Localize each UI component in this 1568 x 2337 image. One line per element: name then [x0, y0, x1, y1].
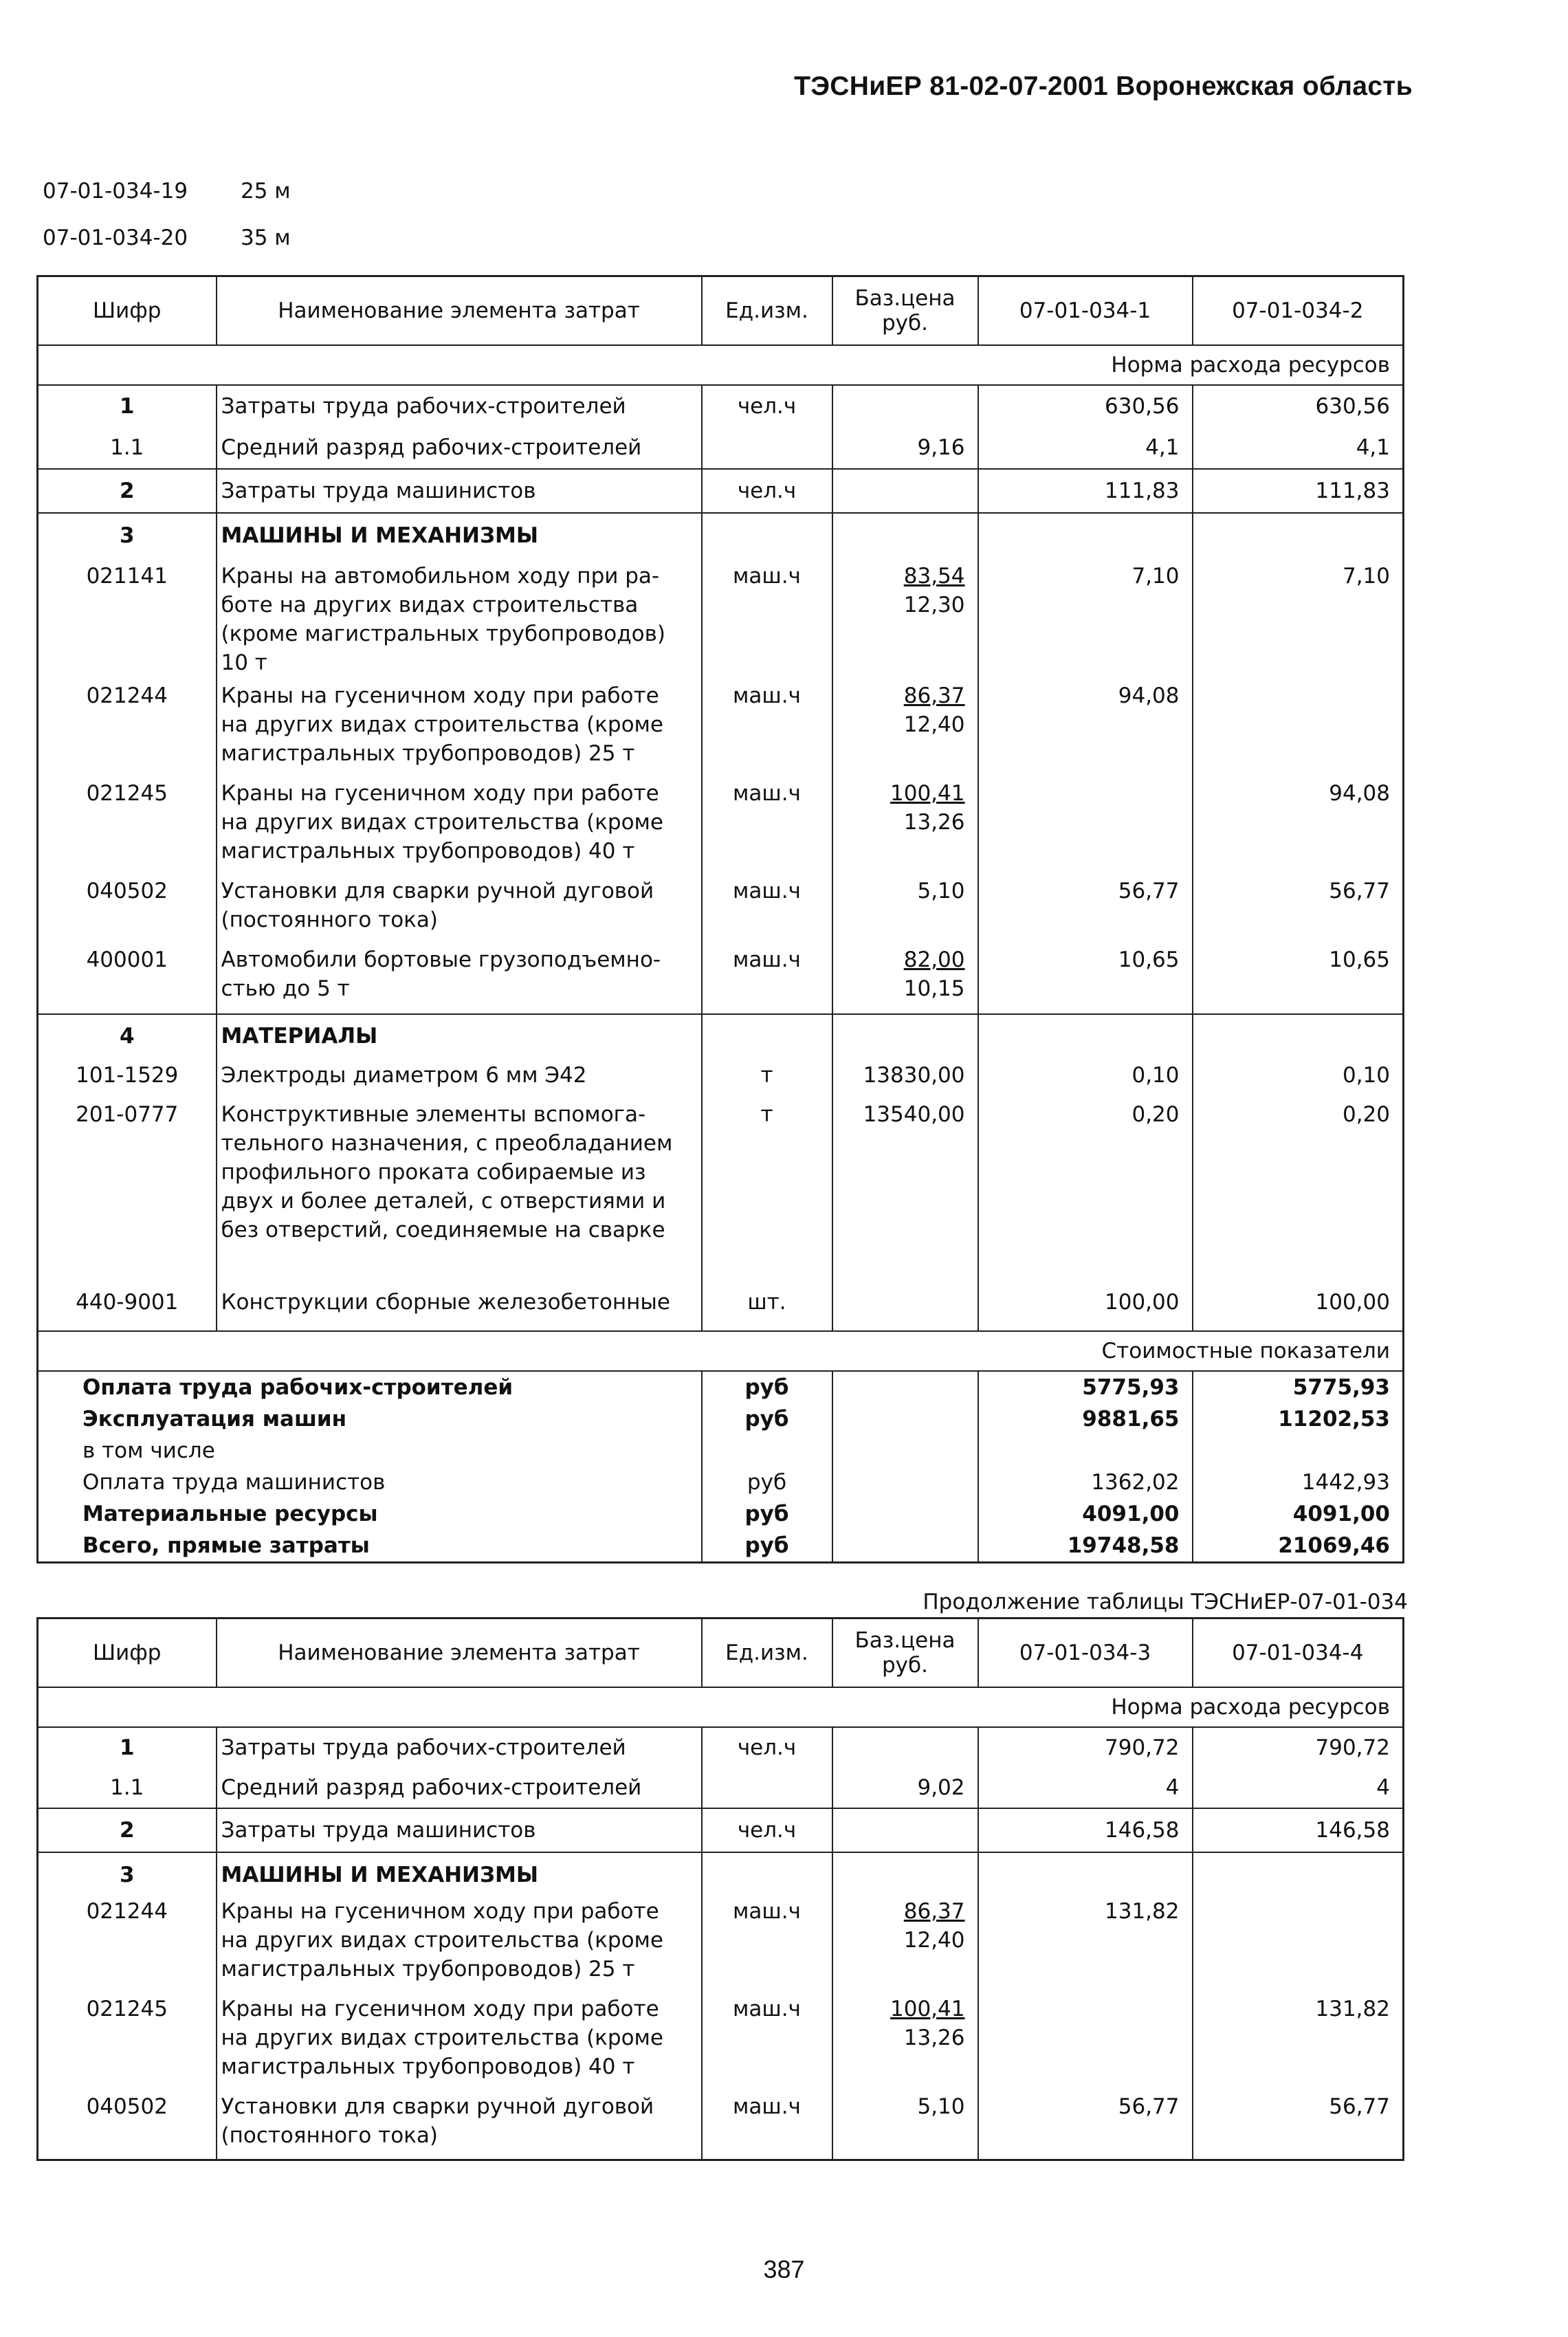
row-name: Конструкции сборные железобетонные	[217, 1283, 702, 1331]
row-unit: маш.ч	[702, 1897, 832, 1995]
row-unit: чел.ч	[702, 1727, 832, 1768]
section-header-row	[38, 1852, 1404, 1897]
row-unit: чел.ч	[702, 385, 832, 427]
summary-label: Эксплуатация машин	[82, 1407, 347, 1431]
summary-unit: руб	[702, 1498, 832, 1530]
variant-row	[43, 168, 291, 215]
row-value-1: 7,10	[978, 558, 1193, 681]
row-code: 1	[119, 1735, 135, 1760]
row-price: 5,10	[832, 877, 978, 945]
summary-value-2: 5775,93	[1193, 1371, 1404, 1403]
row-code: 2	[38, 1808, 217, 1852]
norm-table-2	[36, 1617, 1404, 2161]
section-header-row	[38, 513, 1404, 558]
row-value-2: 0,10	[1193, 1057, 1404, 1100]
row-price: 5,10	[832, 2092, 978, 2160]
summary-unit: руб	[702, 1371, 832, 1403]
row-unit: т	[702, 1057, 832, 1100]
row-value-2: 100,00	[1193, 1283, 1404, 1331]
row-price	[832, 1995, 978, 2092]
row-value-1: 146,58	[978, 1808, 1193, 1852]
row-price	[832, 385, 978, 427]
table-row	[38, 427, 1404, 469]
row-price: 13540,00	[832, 1100, 978, 1283]
row-value-1: 790,72	[978, 1727, 1193, 1768]
row-code: 021244	[86, 1899, 168, 1924]
row-code: 021141	[86, 564, 168, 589]
row-unit: маш.ч	[702, 945, 832, 1014]
row-unit: маш.ч	[702, 2092, 832, 2160]
empty-cell	[1193, 513, 1404, 558]
summary-unit: руб	[702, 1403, 832, 1435]
row-value-1: 0,10	[978, 1057, 1193, 1100]
col-header-variant-2: 07-01-034-2	[1193, 276, 1404, 346]
price-main: 100,41	[890, 781, 965, 806]
table-row	[38, 877, 1404, 945]
row-name: Краны на гусеничном ходу при работе на других видах строительства (кроме магистральных трубопроводов) 40 т	[217, 1995, 702, 2092]
summary-row	[38, 1530, 1404, 1563]
price-secondary: 13,26	[903, 810, 965, 835]
page-number: 387	[763, 2255, 805, 2283]
page-header-title: ТЭСНиЕР 81-02-07-2001 Воронежская область	[794, 72, 1413, 101]
table-row	[38, 1995, 1404, 2092]
row-name: Затраты труда машинистов	[217, 469, 702, 513]
table-row	[38, 1897, 1404, 1995]
variant-value: 35 м	[241, 226, 291, 250]
row-name: Краны на гусеничном ходу при работе на других видах строительства (кроме магистральных трубопроводов) 40 т	[217, 779, 702, 877]
summary-value-2: 11202,53	[1193, 1403, 1404, 1435]
empty-cell	[832, 1371, 978, 1403]
empty-cell	[832, 1467, 978, 1498]
row-value-1	[978, 779, 1193, 877]
row-name: Установки для сварки ручной дуговой (постоянного тока)	[217, 2092, 702, 2160]
row-value-1: 100,00	[978, 1283, 1193, 1331]
table-header-row	[38, 276, 1404, 346]
empty-cell	[832, 513, 978, 558]
empty-cell	[978, 1014, 1193, 1057]
table-row	[38, 1727, 1404, 1768]
summary-label: Материальные ресурсы	[82, 1502, 378, 1526]
table-row	[38, 558, 1404, 681]
table-row	[38, 779, 1404, 877]
price-secondary: 13,26	[903, 2026, 965, 2050]
col-header-code: Шифр	[38, 276, 217, 346]
row-name: Краны на автомобильном ходу при ра-боте на других видах строительства (кроме магистральных трубопроводов) 10 т	[217, 558, 702, 681]
row-code: 2	[38, 469, 217, 513]
row-unit: чел.ч	[702, 469, 832, 513]
row-unit: маш.ч	[702, 1995, 832, 2092]
table-row	[38, 1283, 1404, 1331]
row-value-2: 56,77	[1193, 877, 1404, 945]
row-name: Конструктивные элементы вспомога-тельного назначения, с преобладанием профильного проката собираемые из двух и более деталей, с отверстиями и без отверстий, соединяемые на сварке	[217, 1100, 702, 1283]
row-value-2: 4,1	[1193, 427, 1404, 469]
summary-value-2: 4091,00	[1193, 1498, 1404, 1530]
row-code: 040502	[86, 2094, 168, 2119]
continuation-title: Продолжение таблицы ТЭСНиЕР-07-01-034	[923, 1590, 1408, 1614]
row-unit: маш.ч	[702, 558, 832, 681]
col-header-price: Баз.цена руб.	[832, 1619, 978, 1688]
section-cost-label: Стоимостные показатели	[38, 1331, 1404, 1371]
empty-cell	[978, 513, 1193, 558]
table-row	[38, 1100, 1404, 1283]
table-row	[38, 1808, 1404, 1852]
summary-row	[38, 1498, 1404, 1530]
row-code: 1.1	[110, 435, 144, 460]
row-value-2: 0,20	[1193, 1100, 1404, 1283]
row-code: 021245	[86, 781, 168, 806]
row-code: 1.1	[110, 1775, 144, 1800]
summary-value-2	[1193, 1435, 1404, 1467]
row-value-1: 0,20	[978, 1100, 1193, 1283]
empty-cell	[1193, 1852, 1404, 1897]
section-norm-label: Норма расхода ресурсов	[38, 345, 1404, 385]
variant-row	[43, 215, 291, 261]
row-value-2	[1193, 681, 1404, 779]
row-name: Краны на гусеничном ходу при работе на других видах строительства (кроме магистральных трубопроводов) 25 т	[217, 1897, 702, 1995]
section-norm-row	[38, 345, 1404, 385]
row-unit: маш.ч	[702, 877, 832, 945]
row-code: 1	[119, 394, 135, 419]
col-header-unit: Ед.изм.	[702, 276, 832, 346]
row-code: 040502	[86, 879, 168, 903]
row-price	[832, 1727, 978, 1768]
row-value-1: 94,08	[978, 681, 1193, 779]
section-code: 4	[38, 1014, 217, 1057]
col-header-unit: Ед.изм.	[702, 1619, 832, 1688]
empty-cell	[702, 1014, 832, 1057]
price-secondary: 10,15	[903, 976, 965, 1001]
row-unit	[702, 1768, 832, 1808]
row-value-2: 630,56	[1193, 385, 1404, 427]
section-header-row	[38, 1014, 1404, 1057]
col-header-price: Баз.цена руб.	[832, 276, 978, 346]
summary-value-1: 5775,93	[978, 1371, 1193, 1403]
row-name: Затраты труда рабочих-строителей	[217, 1727, 702, 1768]
row-value-2: 131,82	[1193, 1995, 1404, 2092]
row-name: Средний разряд рабочих-строителей	[217, 427, 702, 469]
row-value-2: 94,08	[1193, 779, 1404, 877]
row-value-2: 4	[1193, 1768, 1404, 1808]
row-unit: маш.ч	[702, 681, 832, 779]
row-price	[832, 558, 978, 681]
section-title: МАШИНЫ И МЕХАНИЗМЫ	[217, 513, 702, 558]
row-price	[832, 945, 978, 1014]
price-secondary: 12,40	[903, 1928, 965, 1953]
row-value-2: 56,77	[1193, 2092, 1404, 2160]
summary-value-1: 19748,58	[978, 1530, 1193, 1563]
row-name: Средний разряд рабочих-строителей	[217, 1768, 702, 1808]
section-title: МАШИНЫ И МЕХАНИЗМЫ	[217, 1852, 702, 1897]
table-row	[38, 469, 1404, 513]
price-secondary: 12,30	[903, 593, 965, 617]
price-main: 83,54	[903, 564, 965, 589]
row-price	[832, 1283, 978, 1331]
row-value-1: 10,65	[978, 945, 1193, 1014]
summary-label: в том числе	[82, 1438, 215, 1463]
summary-unit	[702, 1435, 832, 1467]
row-unit	[702, 427, 832, 469]
row-code: 400001	[86, 947, 168, 972]
row-value-1: 4	[978, 1768, 1193, 1808]
variant-list	[43, 168, 291, 261]
row-price	[832, 681, 978, 779]
row-code: 101-1529	[76, 1063, 179, 1088]
table-row	[38, 2092, 1404, 2160]
summary-value-1: 1362,02	[978, 1467, 1193, 1498]
variant-code: 07-01-034-19	[43, 179, 188, 204]
summary-label: Оплата труда машинистов	[82, 1470, 386, 1495]
col-header-variant-2: 07-01-034-4	[1193, 1619, 1404, 1688]
price-main: 86,37	[903, 683, 965, 708]
empty-cell	[832, 1852, 978, 1897]
empty-cell	[832, 1498, 978, 1530]
row-name: Установки для сварки ручной дуговой (постоянного тока)	[217, 877, 702, 945]
section-title: МАТЕРИАЛЫ	[217, 1014, 702, 1057]
row-code: 201-0777	[76, 1102, 179, 1127]
summary-label: Всего, прямые затраты	[82, 1533, 370, 1558]
row-price	[832, 1897, 978, 1995]
row-unit: маш.ч	[702, 779, 832, 877]
section-code: 3	[38, 1852, 217, 1897]
row-unit: чел.ч	[702, 1808, 832, 1852]
row-value-1: 4,1	[978, 427, 1193, 469]
summary-value-1: 9881,65	[978, 1403, 1193, 1435]
empty-cell	[832, 1530, 978, 1563]
row-price: 9,02	[832, 1768, 978, 1808]
row-value-2: 146,58	[1193, 1808, 1404, 1852]
row-value-2: 7,10	[1193, 558, 1404, 681]
row-price	[832, 469, 978, 513]
section-code: 3	[38, 513, 217, 558]
summary-row	[38, 1403, 1404, 1435]
col-header-variant-1: 07-01-034-1	[978, 276, 1193, 346]
section-cost-row	[38, 1331, 1404, 1371]
row-value-2	[1193, 1897, 1404, 1995]
row-value-1: 630,56	[978, 385, 1193, 427]
row-code: 021244	[86, 683, 168, 708]
row-value-1: 111,83	[978, 469, 1193, 513]
row-unit: т	[702, 1100, 832, 1283]
col-header-name: Наименование элемента затрат	[217, 276, 702, 346]
row-name: Затраты труда машинистов	[217, 1808, 702, 1852]
row-value-2: 10,65	[1193, 945, 1404, 1014]
row-price: 13830,00	[832, 1057, 978, 1100]
col-header-variant-1: 07-01-034-3	[978, 1619, 1193, 1688]
row-value-2: 111,83	[1193, 469, 1404, 513]
table-row	[38, 681, 1404, 779]
summary-row	[38, 1371, 1404, 1403]
empty-cell	[832, 1014, 978, 1057]
empty-cell	[832, 1403, 978, 1435]
row-value-1: 56,77	[978, 877, 1193, 945]
row-code: 021245	[86, 1997, 168, 2021]
summary-value-2: 1442,93	[1193, 1467, 1404, 1498]
row-name: Электроды диаметром 6 мм Э42	[217, 1057, 702, 1100]
summary-label: Оплата труда рабочих-строителей	[82, 1375, 514, 1400]
summary-row	[38, 1467, 1404, 1498]
col-header-code: Шифр	[38, 1619, 217, 1688]
section-norm-row	[38, 1687, 1404, 1727]
empty-cell	[1193, 1014, 1404, 1057]
summary-value-2: 21069,46	[1193, 1530, 1404, 1563]
summary-unit: руб	[702, 1530, 832, 1563]
row-name: Автомобили бортовые грузоподъемно-стью до 5 т	[217, 945, 702, 1014]
price-secondary: 12,40	[903, 712, 965, 737]
table-header-row	[38, 1619, 1404, 1688]
row-value-1	[978, 1995, 1193, 2092]
table-row	[38, 1057, 1404, 1100]
table-row	[38, 945, 1404, 1014]
row-unit: шт.	[702, 1283, 832, 1331]
empty-cell	[702, 513, 832, 558]
empty-cell	[978, 1852, 1193, 1897]
summary-value-1	[978, 1435, 1193, 1467]
row-price: 9,16	[832, 427, 978, 469]
table-row	[38, 385, 1404, 427]
row-value-1: 56,77	[978, 2092, 1193, 2160]
summary-row	[38, 1435, 1404, 1467]
variant-value: 25 м	[241, 179, 291, 204]
col-header-name: Наименование элемента затрат	[217, 1619, 702, 1688]
empty-cell	[832, 1435, 978, 1467]
row-value-1: 131,82	[978, 1897, 1193, 1995]
price-main: 100,41	[890, 1997, 965, 2021]
row-code: 440-9001	[76, 1290, 179, 1315]
row-name: Затраты труда рабочих-строителей	[217, 385, 702, 427]
norm-table-1	[36, 275, 1404, 1564]
summary-value-1: 4091,00	[978, 1498, 1193, 1530]
summary-unit: руб	[702, 1467, 832, 1498]
price-main: 82,00	[903, 947, 965, 972]
table-row	[38, 1768, 1404, 1808]
row-name: Краны на гусеничном ходу при работе на других видах строительства (кроме магистральных трубопроводов) 25 т	[217, 681, 702, 779]
variant-code: 07-01-034-20	[43, 226, 188, 250]
empty-cell	[702, 1852, 832, 1897]
row-price	[832, 779, 978, 877]
price-main: 86,37	[903, 1899, 965, 1924]
row-value-2: 790,72	[1193, 1727, 1404, 1768]
row-price	[832, 1808, 978, 1852]
section-norm-label: Норма расхода ресурсов	[38, 1687, 1404, 1727]
